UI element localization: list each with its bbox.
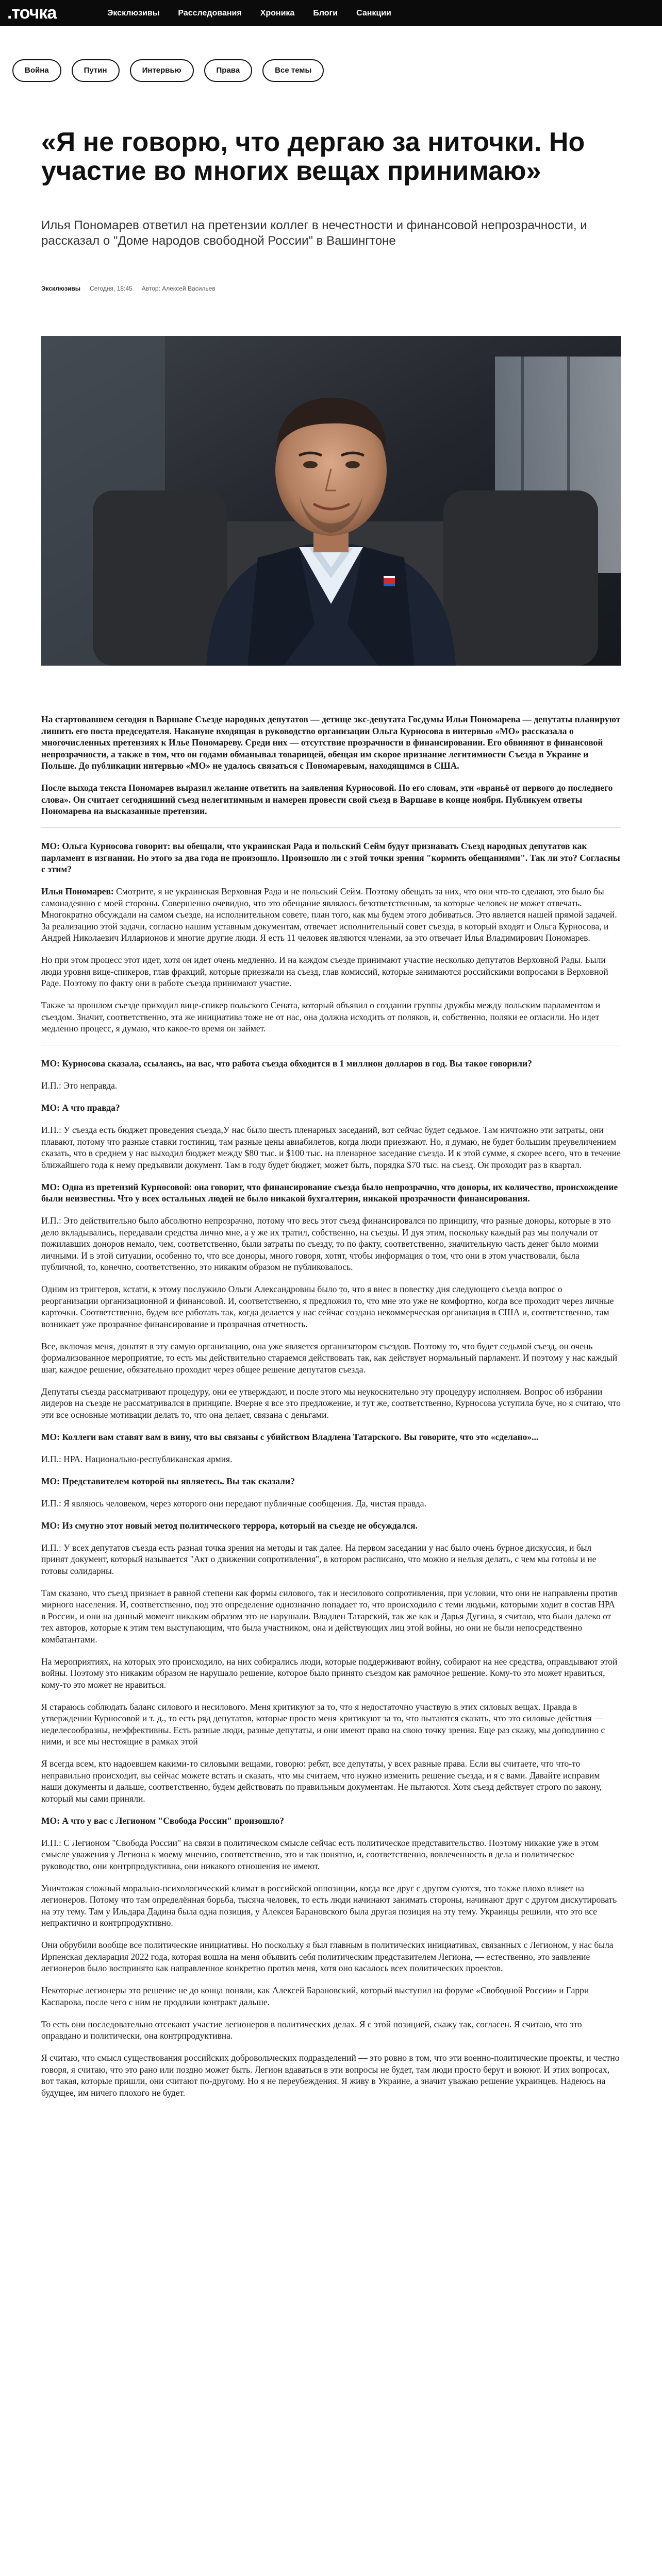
article-photo — [41, 336, 621, 666]
nav-item-chronicle[interactable]: Хроника — [260, 9, 295, 18]
speaker-label: Илья Пономарев: — [41, 886, 117, 896]
interview-question: МО: Из смутно этот новый метод политического террора, который на съезде не обсуждался. — [41, 1520, 418, 1531]
main-nav — [107, 9, 410, 18]
tag-war[interactable]: Война — [12, 59, 61, 82]
article-paragraph: Одним из триггеров, кстати, к этому послужило Ольги Александровны было то, что я внес в повестку дня следующего съезда вопрос о реорганизации организационной и финансовой. И, соответственно, я предложил то, что мне это уже не комфортно, когда все проходит через личные карточки. Соответственно, будем все работать так, когда делается у нас сейчас создана некоммерческая организация в США и, соответственно, там возникает уже прозрачное финансирование и прозрачная отчетность. — [41, 1284, 614, 1329]
article-body — [41, 714, 621, 2109]
article-paragraph: Некоторые легионеры это решение не до конца поняли, как Алексей Барановский, который выступил на форуме «Свободной России» и Гарри Каспарова, после чего с ним не продлили контракт дальше. — [41, 1985, 589, 2007]
article-paragraph — [41, 886, 621, 944]
nav-item-blogs[interactable]: Блоги — [313, 9, 338, 18]
article-paragraph: Они обрубили вообще все политические инициативы. Но поскольку я был главным в политических инициативах, связанных с Легионом, у нас была Ирпенская декларация 2022 года, которая вошла на меня объявить себя политическим представителем Легиона, — естественно, это заявление легионеров было воспринято как направленное конкретно против меня, хотя оно касалось всех политических проектов. — [41, 1940, 614, 1973]
interview-question: МО: Коллеги вам ставят вам в вину, что вы связаны с убийством Владлена Татарского. Вы говорите, что это «сделано»... — [41, 1431, 539, 1442]
article-paragraph: И.П.: Я являюсь человеком, через которого они передают публичные сообщения. Да, чистая правда. — [41, 1498, 426, 1509]
interview-question: МО: Одна из претензий Курносовой: она говорит, что финансирование съезда было непрозрачно, что доноры, их количество, происхождение были неизвестны. Что у всех остальных людей не было никакой бухгалтерии, никакой прозрачности финансирования. — [41, 1181, 618, 1204]
article-paragraph: Также за прошлом съезде приходил вице-спикер польского Сената, который объявил о создании группы дружбы между польским парламентом и съездом. Значит, соответственно, эта же инициатива тоже не от нас, она должна исходить от поляков, и, собственно, поляки ее огласили. Но идет медленно процесс, я думаю, что какое-то время он займет. — [41, 1000, 601, 1033]
tag-putin[interactable]: Путин — [72, 59, 120, 82]
site-logo[interactable]: .точка — [7, 3, 57, 23]
article-date: Сегодня, 18:45 — [90, 285, 133, 292]
article-paragraph: Уничтожая сложный морально-психологический климат в российской оппозиции, когда все друг с другом суются, это также плохо влияет на легионеров. Потому что там определённая борьба, тысяча человек, то есть люди начинают занимать стороны, начинают друг с другом дискутировать на эту тему. Там у Ильдара Дадина была одна позиция, у Алексея Барановского была другая позиция на эту тему. Украинцы решили, что это все непрактично и контрпродуктивно. — [41, 1883, 617, 1928]
article-category[interactable]: Эксклюзивы — [41, 285, 81, 292]
article-subtitle: Илья Пономарев ответил на претензии коллег в нечестности и финансовой непрозрачности, и рассказал о "Доме народов свободной России" в Вашингтоне — [41, 218, 587, 248]
article-author: Автор: Алексей Васильев — [141, 285, 216, 292]
section-divider — [41, 827, 621, 828]
interview-question: МО: Курносова сказала, ссылаясь, на вас, что работа съезда обходится в 1 миллион долларов в год. Вы такое говорили? — [41, 1058, 532, 1069]
paragraph-text: Смотрите, я не украинская Верховная Рада и не польский Сейм. Поэтому обещать за них, что они что-то сделают, это было бы самонадеянно с моей стороны. Совершенно очевидно, что это обещание являлось безответственным, за которые человек не может отвечать. Многократно обсуждали на самом съезде, на исполнительном совете, план того, как мы будем этого добиваться. Это является нашей прямой задачей. За реализацию этой задачи, согласно нашим уставным документам, отвечает исполнительный совет съезда, в который входят и Ольга Курносова, и Андрей Николаевич Илларионов и многие другие люди. Я есть 11 человек являются членами, за это отвечает Илья Владимирович Пономарев. — [41, 886, 617, 943]
article-paragraph: То есть они последовательно отсекают участие легионеров в политических делах. Я с этой позицией, скажу так, согласен. Я считаю, что это оправдано и политически, она контрпродуктивна. — [41, 2019, 582, 2041]
article-paragraph: Я всегда всем, кто надоевшем какими-то силовыми вещами, говорю: ребят, все депутаты, у всех равные права. Если вы считаете, что что-то неправильно происходит, вы сейчас можете встать и сказать, что мы считаем, что нужно изменить решение съезда, и я с вами. Давайте исправим наши документы и дальше, соответственно, будем действовать по правильным документам. Не пытаются. Хотя съезд действует строго по закону, который мы сами приняли. — [41, 1758, 602, 1804]
interview-question: МО: Представителем которой вы являетесь. Вы так сказали? — [41, 1476, 295, 1486]
topic-tags — [12, 59, 334, 82]
top-navbar — [0, 0, 662, 26]
nav-item-investigations[interactable]: Расследования — [178, 9, 242, 18]
interview-question: После выхода текста Пономарев выразил желание ответить на заявления Курносовой. По его словам, эти «враньё от первого до последнего слова». Он считает сегодняшний съезд нелегитимным и намерен провести свой съезд в Варшаве в конце ноября. Публикуем ответы Пономарева на высказанные претензии. — [41, 783, 613, 816]
tag-interview[interactable]: Интервью — [130, 59, 194, 82]
article-paragraph: И.П.: У всех депутатов съезда есть разная точка зрения на методы и так далее. На первом заседании у нас было очень бурное дискуссия, и был принят документ, который называется "Акт о движении сопротивления", в котором расписано, что можно и нельзя делать, с чем мы готовы и не готовы солидарны. — [41, 1542, 597, 1576]
interview-question: МО: А что правда? — [41, 1103, 120, 1113]
article-paragraph: И.П.: У съезда есть бюджет проведения съезда,У нас было шесть пленарных заседаний, вот сейчас будет седьмое. Там ничтожно эти затраты, они плавают, потому что разные ставки гостиниц, там разные цены авиабилетов, когда люди приезжают. Но, я думаю, не будет большим преувеличением сказать, что в среднем у нас выходил бюджет между $80 тыс. и $100 тыс. на пленарное заседание съезда. И к этой сумме, я скорее всего, что в течение ближайшего года к нему предъявили документ. Там в году будет бюджет, может быть, порядка $70 тыс. на съезд. Он проходит раз в квартал. — [41, 1125, 621, 1170]
interview-question: МО: А что у вас с Легионом "Свобода России" произошло? — [41, 1815, 284, 1826]
article-paragraph: Все, включая меня, донатят в эту самую организацию, она уже является организатором съездов. Поэтому то, что будет седьмой съезд, он очень формализованное мероприятие, то есть мы действительно стараемся действовать так, как действует нормальный парламент. И поэтому у нас каждый шаг, каждое решение, обязательно проходит через общее решение депутатов съезда. — [41, 1341, 618, 1375]
tag-all-topics[interactable]: Все темы — [262, 59, 324, 82]
article-paragraph: И.П.: Это действительно было абсолютно непрозрачно, потому что весь этот съезд финансировался по принципу, что разные доноры, которые в это дело вкладывались, передавали средства лично мне, а у же их тратил, собственно, на съезды. И дуя этим, поскольку каждый раз мы получали от пожилавших доноров немало, чем, соответственно, были затраты по съезду, то по факту, соответственно, значительную часть денег было моими личными. И в этой ситуации, особенно то, что все доноры, много говоря, хотят, чтобы информация о том, что они в этом участвовали, была публичной, то, конечно, соответственно, это никаким образом не публиковалось. — [41, 1215, 611, 1272]
nav-item-exclusives[interactable]: Эксклюзивы — [107, 9, 160, 18]
article-meta — [41, 285, 225, 292]
article-paragraph: И.П.: С Легионом "Свобода России" на связи в политическом смысле сейчас есть политическое представительство. Поэтому никакие уже в этом смысле уважения у Легиона к моему мнению, соответственно, это и так понятно, и, соответственно, вовлеченность в дела и политическое руководство, они контрпродуктивна, они никакого отношения не имеют. — [41, 1837, 599, 1871]
article-paragraph: Там сказано, что съезд признает в равной степени как формы силового, так и несилового сопротивления, при условии, что они не направлены против мирного населения. И, соответственно, под это определение однозначно попадает то, что происходило с теми людьми, которыми ходит в состав НРА в России, и они на данный момент никаким образом это не нарушали. Владлен Татарский, так же как и Дарья Дугина, я считаю, что были далеко от тех авторов, которые к этим тем выступающим, что была участником, она и действующих лиц этой войны, но они не были непосредственно комбатантами. — [41, 1587, 618, 1645]
article-title: «Я не говорю, что дергаю за ниточки. Но участие во многих вещах принимаю» — [41, 127, 585, 186]
article-paragraph: Депутаты съезда рассматривают процедуру, они ее утверждают, и после этого мы неукоснительно эту процедуру исполняем. Вопрос об избрании лидеров на съезде не рассматривался в принципе. Вчерне я все это предложение, и тут же, соответственно, Курносова уступила буче, но я считаю, что эти все основные мотивации делать то, что она делает, связана с деньгами. — [41, 1386, 621, 1420]
article-paragraph: На мероприятиях, на которых это происходило, на них собирались люди, которые поддерживают войну, собирают на нее средства, оправдывают этой войны. Поэтому это никаким образом не нарушало решение, которое было принято съездом как рамочное решение. Кому-то это может нравиться, кому-то это может не нравиться. — [41, 1656, 618, 1690]
interview-question: На стартовавшем сегодня в Варшаве Съезде народных депутатов — детище экс-депутата Госдумы Ильи Пономарева — депутаты планируют лишить его поста председателя. Накануне входящая в руководство организации Ольга Курносова в интервью «МО» рассказала о многочисленных претензиях к Илье Пономареву. Среди них — отсутствие прозрачности в финансировании. Его обвиняют в финансовой непрозрачности, а также в том, что он годами обманывал товарищей, обещая им скорое признание легитимности Съезда в Украине и Польше. До публикации интервью «МО» не удалось связаться с Пономаревым, находящимся в США. — [41, 714, 621, 771]
article-paragraph: Я стараюсь соблюдать баланс силового и несилового. Меня критикуют за то, что я недостаточно участвую в этих силовых вещах. Правда в утверждении Курносовой и т. д., то есть ряд депутатов, которые просто меня критикуют за то, что пытаются сказать, что это силовые действия — неделесообразны, неэффективны. Есть разные люди, разные депутаты, и они имеют право на свою точку зрения. Еще раз скажу, мы доподлинно с ними, и все мы нестоящие в рамках этой — [41, 1701, 605, 1747]
article-paragraph: Я считаю, что смысл существования российских добровольческих подразделений — это ровно в том, что эти военно-политические проекты, и честно говоря, я считаю, что это рано или поздно может быть. Легион вдаваться в эти вопросы не будет, там люди просто берут и воюют. И этих вопросах, вот такая, которые пришли, они считают по-другому. Но я не переубеждения. Я живу в Украине, а значит уважаю решение украинцев. Надеюсь на будущее, им ничего плохого не будет. — [41, 2053, 620, 2098]
nav-item-sanctions[interactable]: Санкции — [356, 9, 391, 18]
article-paragraph: И.П.: Это неправда. — [41, 1080, 118, 1091]
tag-rights[interactable]: Права — [204, 59, 253, 82]
article-paragraph: И.П.: НРА. Национально-республиканская армия. — [41, 1453, 233, 1464]
interview-question: МО: Ольга Курносова говорит: вы обещали, что украинская Рада и польский Сейм будут признавать Съезд народных депутатов как парламент в изгнании. Но этого за два года не произошло. Произошло ли с этой точки зрения "кормить обещаниями". Так ли это? Согласны с этим? — [41, 841, 620, 874]
portrait-image — [41, 336, 621, 666]
article-paragraph: Но при этом процесс этот идет, хотя он идет очень медленно. И на каждом съезде принимают участие несколько депутатов Верховной Рады. Были люди уровня вице-спикеров, глав фракций, которые приезжали на съезд, глав комиссий, которые занимаются российскими вопросами в Верховной Раде. Поэтому по факту они в работе съезда принимают участие. — [41, 955, 608, 988]
